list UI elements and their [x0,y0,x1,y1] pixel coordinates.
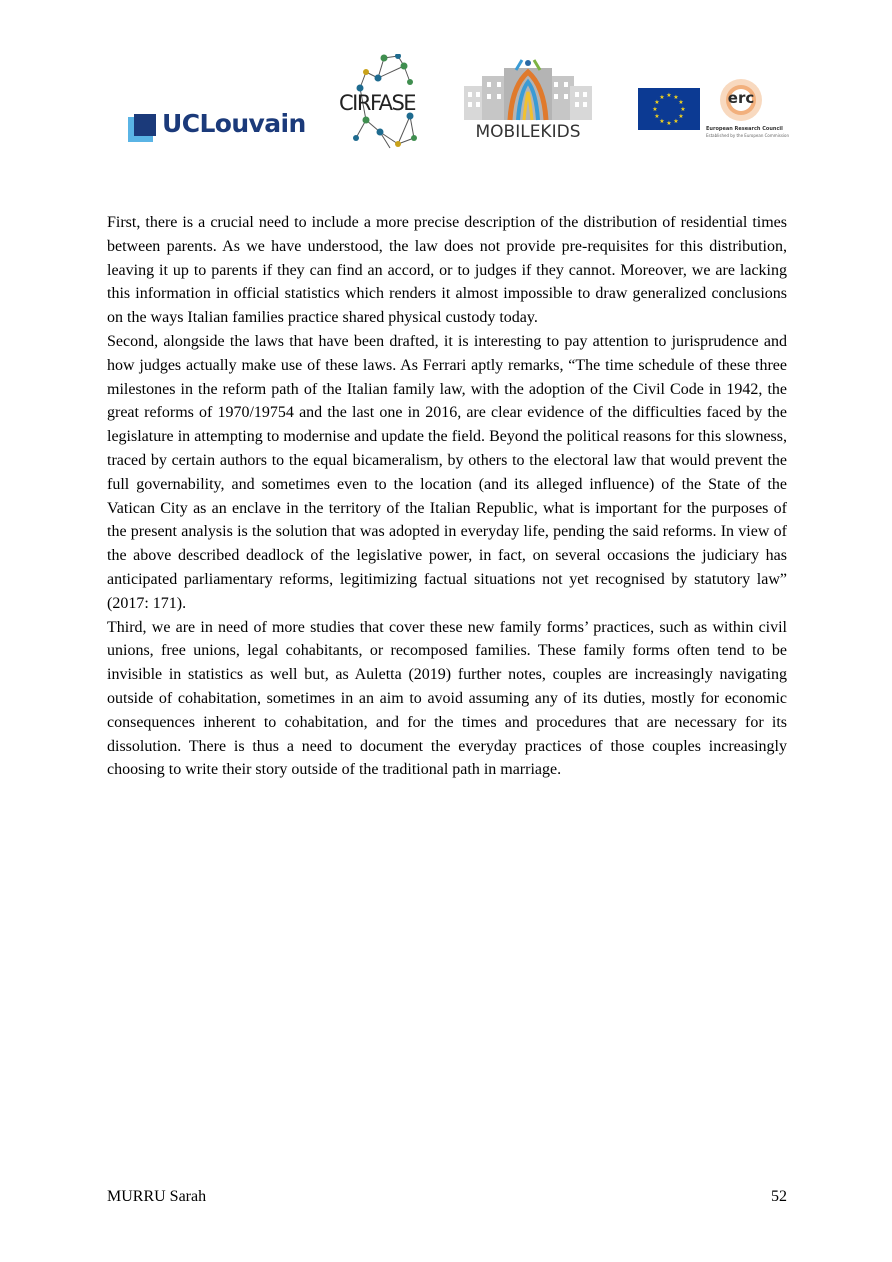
svg-text:★: ★ [654,99,660,106]
uclouvain-mark-icon [128,114,156,142]
erc-subtitle-small: Established by the European Commission [706,133,790,138]
buildings-icon [460,56,596,122]
paragraph-second: Second, alongside the laws that have been drafted, it is interesting to pay attention to jurisprudence and how judges actually make use of these laws. As Ferrari aptly remarks, “The time schedule of these three milestones in the reform path of the Italian family law, with the adoption of the Civil Code in 1942, the great reforms of 1970/19754 and the last one in 2016, are clear evidence of the difficulties faced by the legislature in attempting to modernise and update the field. Beyond the political reasons for this slowness, traced by certain authors to the equal bicameralism, by others to the electoral law that would prevent the full governability, and sometimes even to the location (and its alleged influence) of the State of the Vatican City as an enclave in the territory of the Italian Republic, what is important for the purposes of the present analysis is the solution that was adopted in everyday life, pending the said reforms. In view of the above described deadlock of the legislative power, in fact, on several occasions the judiciary has anticipated parliamentary reforms, legitimizing factual situations not yet recognised by statutory law” (2017: 171). [107,332,787,612]
svg-text:★: ★ [673,94,679,101]
svg-text:★: ★ [680,106,686,113]
mobilekids-wordmark: MOBILEKIDS [475,122,581,142]
erc-wordmark: erc [727,89,755,107]
paragraph-third: Third, we are in need of more studies that cover these new family forms’ practices, such as within civil unions, free unions, legal cohabitants, or recomposed families. These family forms often tend to be invisible in statistics as well but, as Auletta (2019) further notes, couples are increasingly navigating outside of cohabitation, sometimes in an aim to avoid assuming any of its duties, mostly for economic consequences inherent to cohabitation, and for the times and procedures that are necessary for its dissolution. There is thus a need to document the everyday practices of those couples increasingly choosing to write their story outside of the traditional path in marriage. [107,618,787,779]
svg-text:★: ★ [654,113,660,120]
paragraph-first: First, there is a crucial need to include a more precise description of the distribution of residential times between parents. As we have understood, the law does not provide pre-requisites for this distribution, leaving it up to parents if they can find an accord, or to judges if they cannot. Moreover, we are lacking this information in official statistics which renders it almost impossible to draw generalized conclusions on the ways Italian families practice shared physical custody today. [107,214,787,327]
header-logos [0,0,892,165]
body-text [107,211,787,782]
page-number: 52 [771,1188,787,1205]
svg-text:★: ★ [678,99,684,106]
svg-text:★: ★ [666,92,672,99]
erc-subtitle: European Research Council [706,126,783,132]
uclouvain-wordmark: UCLouvain [162,109,306,138]
svg-text:★: ★ [652,106,658,113]
cirfase-logo [336,54,432,152]
svg-text:★: ★ [678,113,684,120]
svg-text:★: ★ [659,94,665,101]
svg-text:★: ★ [666,120,672,127]
cirfase-wordmark: CIRFASE [339,91,416,115]
svg-text:★: ★ [659,118,665,125]
svg-text:★: ★ [673,118,679,125]
eu-flag-icon [638,88,700,130]
uclouvain-logo [128,109,312,144]
footer-author: MURRU Sarah [107,1188,207,1205]
erc-logo [706,76,790,142]
mobilekids-logo [460,56,596,146]
